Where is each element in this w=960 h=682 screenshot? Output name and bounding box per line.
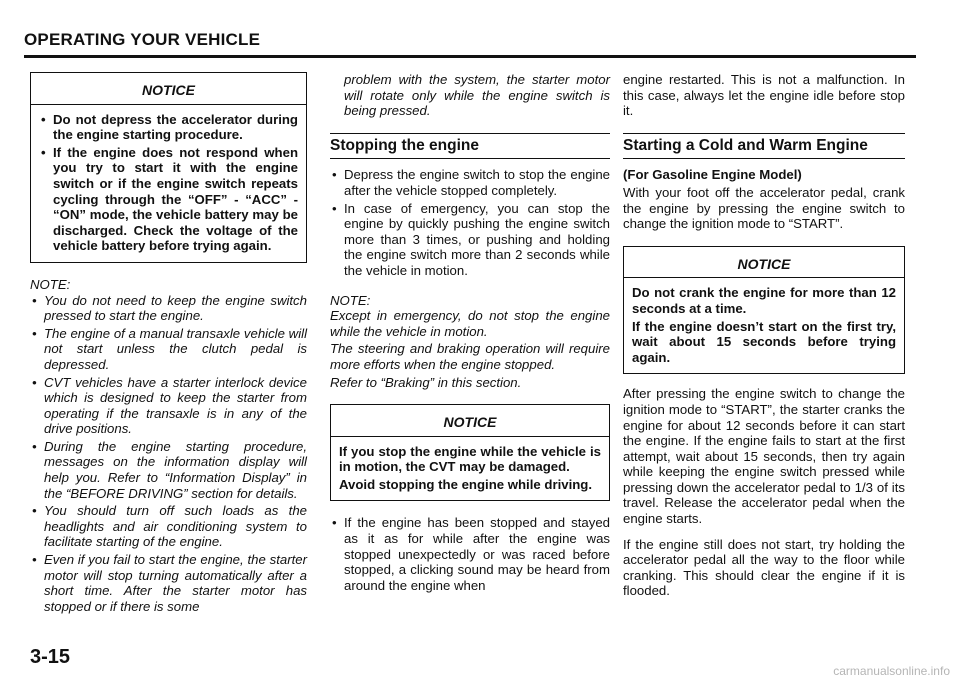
body-paragraph: After pressing the engine switch to change the ignition mode to “START”, the starter cranks the engine for about 12 seconds before it can start the engine. If the engine fails to start at the first attempt, wait about 15 seconds, then try again while keeping the engine switch pressed while pressing down the accelerator pedal to 1/3 of its travel. Release the accelerator pedal when the engine starts. xyxy=(623,386,905,527)
page-number: 3-15 xyxy=(30,646,71,668)
stopping-list xyxy=(330,167,610,278)
section-header-title: OPERATING YOUR VEHICLE xyxy=(24,30,261,49)
notice-box-2 xyxy=(330,404,610,501)
list-item: • If the engine has been stopped and stayed as it as for while after the engine was stopped unexpectedly or was raced before stopped, a clicking sound may be heard from around the engine when xyxy=(330,515,610,593)
note-item: • The engine of a manual transaxle vehicle will not start unless the clutch pedal is depressed. xyxy=(30,326,307,373)
body-paragraph: If the engine still does not start, try holding the accelerator pedal all the way to the floor while cranking. This should clear the engine if it is flooded. xyxy=(623,536,905,599)
section-heading-starting: Starting a Cold and Warm Engine xyxy=(623,133,905,160)
notice-title: NOTICE xyxy=(31,77,306,105)
notice-line: Avoid stopping the engine while driving. xyxy=(339,476,593,492)
note-item: • During the engine starting procedure, messages on the information display will help you. Refer to “Information Display” in the “BEFORE DRIVING” section for details. xyxy=(30,439,307,501)
note-item: • CVT vehicles have a starter interlock device which is designed to keep the starter from operating if the transaxle is in any of the drive positions. xyxy=(30,375,307,437)
intro-paragraph: With your foot off the accelerator pedal, crank the engine by pressing the engine switch to change the ignition mode to “START”. xyxy=(623,184,905,232)
continued-text: engine restarted. This is not a malfunction. In this case, always let the engine idle before stop it. xyxy=(623,72,905,119)
sub-heading: (For Gasoline Engine Model) xyxy=(623,167,802,183)
note-label: NOTE: xyxy=(330,292,371,308)
note-label: NOTE: xyxy=(30,276,71,292)
notice-line: Do not crank the engine for more than 12 seconds at a time. xyxy=(632,285,896,316)
note-line: Except in emergency, do not stop the engine while the vehicle in motion. xyxy=(330,308,610,339)
notice-title: NOTICE xyxy=(624,251,904,279)
notice-item: • If the engine does not respond when you try to start it with the engine switch or if the engine switch repeats cycling through the “OFF” - “ACC” - “ON” mode, the vehicle battery may be discharged. Check the voltage of the vehicle battery before trying again. xyxy=(39,145,298,254)
column-1 xyxy=(30,72,307,616)
note-item: • Even if you fail to start the engine, the starter motor will stop turning automatically after a short time. After the starter motor has stopped or if there is some xyxy=(30,552,307,614)
notice-list xyxy=(39,112,298,254)
notice-box-3 xyxy=(623,246,905,375)
list-item: • In case of emergency, you can stop the engine by quickly pushing the engine switch more than 3 times, or pushing and holding the engine switch more than 2 seconds while the vehicle in motion. xyxy=(330,201,610,279)
note-line: Refer to “Braking” in this section. xyxy=(330,374,522,390)
header-rule xyxy=(24,55,916,58)
list-item: • Depress the engine switch to stop the engine after the vehicle stopped completely. xyxy=(330,167,610,198)
notice-line: If the engine doesn’t start on the first try, wait about 15 seconds before trying again. xyxy=(632,318,896,365)
notice-item: • Do not depress the accelerator during the engine starting procedure. xyxy=(39,112,298,143)
section-heading-stopping: Stopping the engine xyxy=(330,133,610,160)
column-3 xyxy=(623,72,905,601)
note-line: The steering and braking operation will require more efforts when the engine stopped. xyxy=(330,341,610,372)
notice-box-1 xyxy=(30,72,307,263)
column-2 xyxy=(330,72,610,595)
note-item: • You do not need to keep the engine switch pressed to start the engine. xyxy=(30,293,307,324)
watermark: carmanualsonline.info xyxy=(833,664,950,678)
notice-title: NOTICE xyxy=(331,409,609,437)
notice-line: If you stop the engine while the vehicle is in motion, the CVT may be damaged. xyxy=(339,443,601,475)
note-item: • You should turn off such loads as the headlights and air conditioning system to facilitate starting of the engine. xyxy=(30,503,307,550)
continued-note-text: problem with the system, the starter motor will rotate only while the engine switch is being pressed. xyxy=(344,72,610,119)
note-list xyxy=(30,293,307,615)
restart-list xyxy=(330,515,610,593)
